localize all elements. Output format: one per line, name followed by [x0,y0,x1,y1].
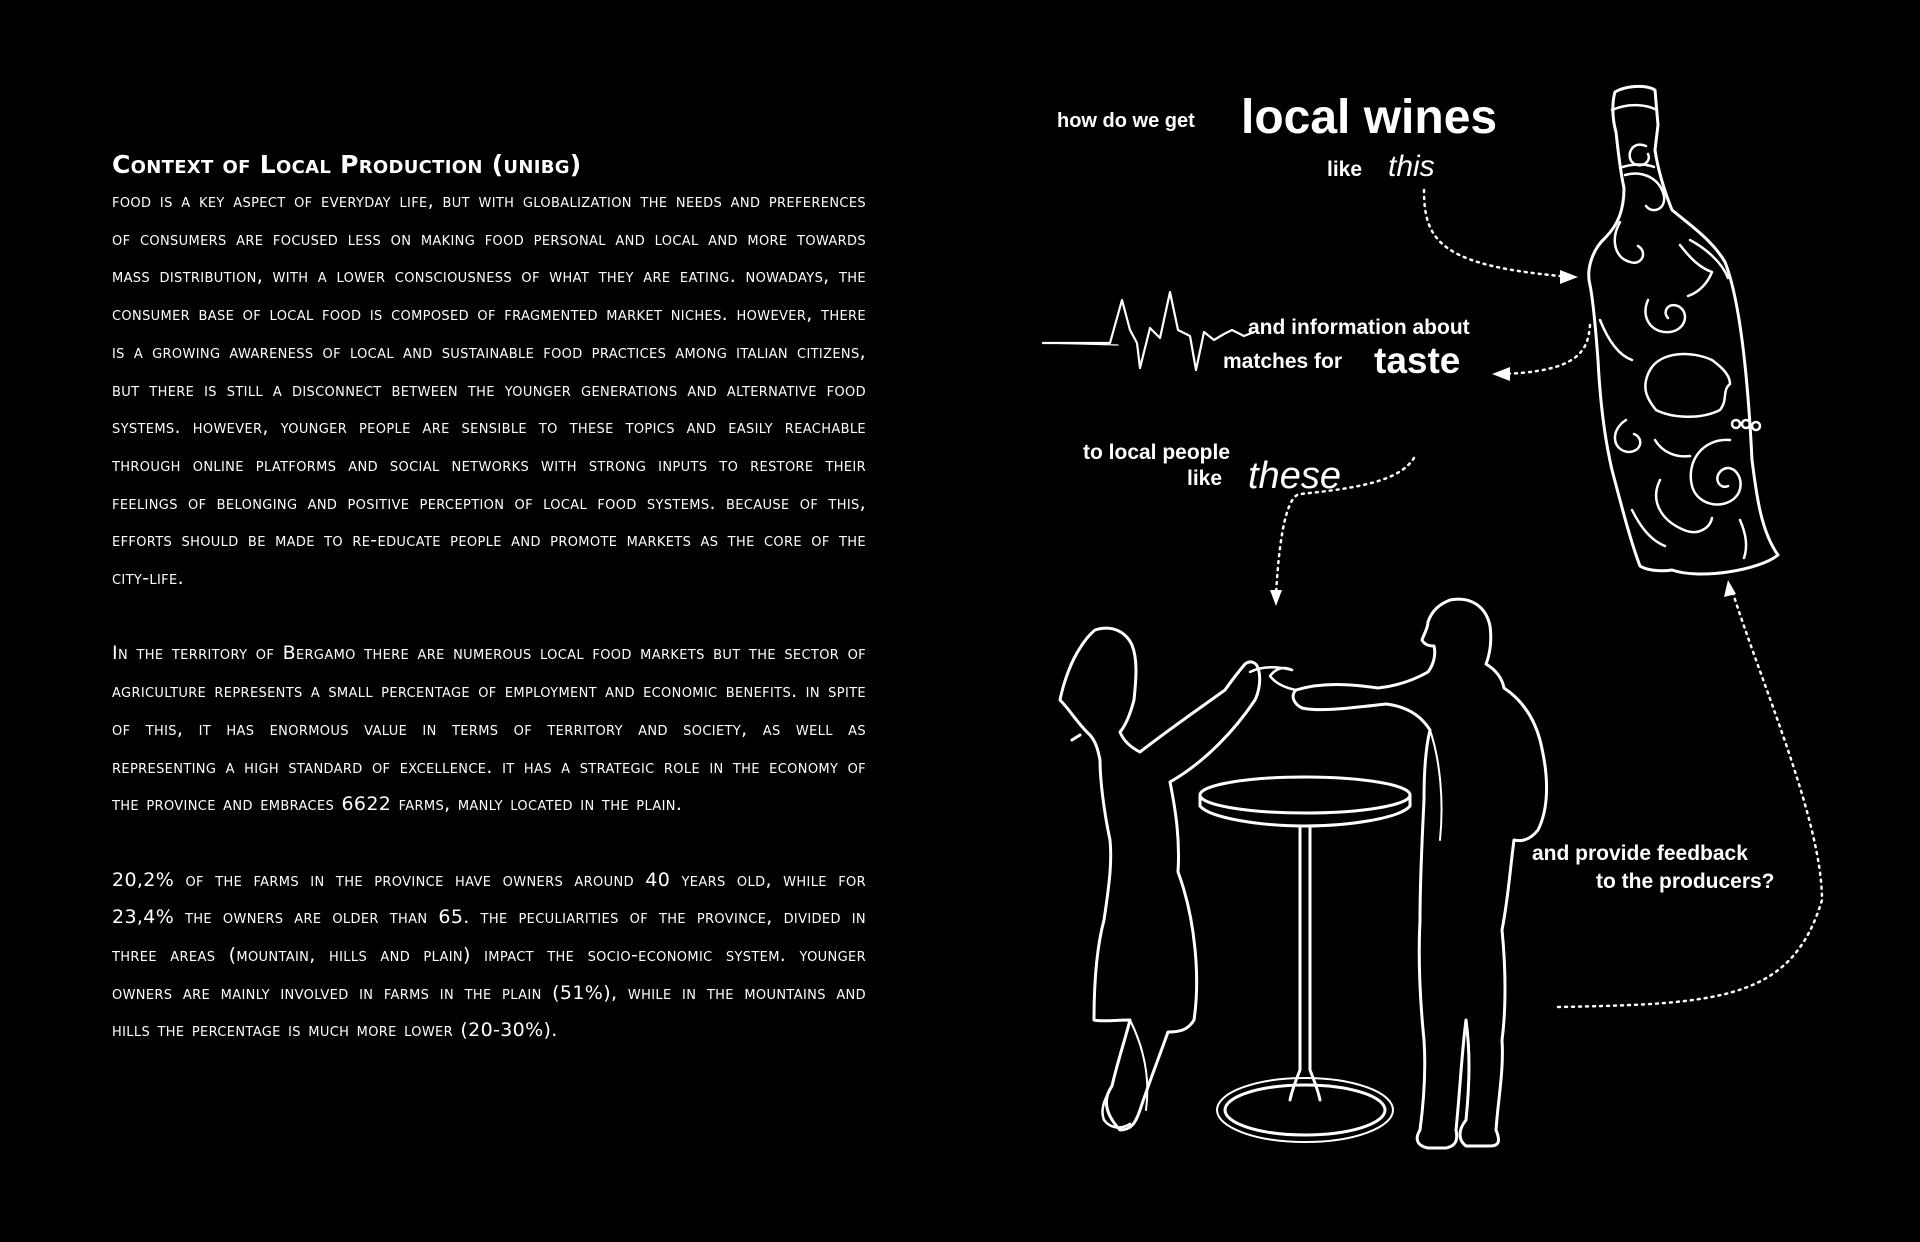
section-heading: Context of Local Production (unibg) [112,150,582,179]
paragraph-3: 20,2% of the farms in the province have owners around 40 years old, while for 23,4% the owners are older than 65. the peculiarities of the province, divided in three areas (mountain, hills and plain) impact the socio-economic system. younger owners are mainly involved in farms in the plain (51%), while in the mountains and hills the percentage is much more lower (20-30%). [112,868,866,1042]
arrow-feedback-to-bottle [1558,590,1822,1007]
label-and-provide-feedback: and provide feedback [1532,842,1748,865]
label-to-the-producers: to the producers? [1596,870,1775,893]
label-how-do-we-get: how do we get [1057,110,1195,132]
label-like-2: like [1187,467,1223,490]
arrow-bottle-to-taste [1500,325,1590,374]
label-like-1: like [1327,158,1363,181]
label-to-local-people: to local people [1083,441,1231,464]
paragraph-2: In the territory of Bergamo there are numerous local food markets but the sector of agriculture represents a small percentage of employment and economic benefits. in spite of this, it has enormous value in terms of territory and society, as well as representing a high standard of excellence. it has a strategic role in the economy of the province and embraces 6622 farms, manly located in the plain. [112,642,866,816]
label-taste: taste [1374,340,1461,381]
woman-silhouette-icon [1060,628,1260,1130]
label-matches-for: matches for [1223,350,1343,373]
label-and-information-about: and information about [1248,316,1470,339]
man-silhouette-icon [1250,599,1547,1148]
label-these: these [1248,455,1341,497]
paragraph-1: food is a key aspect of everyday life, but with globalization the needs and preferences of consumers are focused less on making food personal and local and more towards mass distribution, with a lower consciousness of what they are eating. nowadays, the consumer base of local food is composed of fragmented market niches. however, there is a growing awareness of local and sustainable food practices among italian citizens, but there is still a disconnect between the younger generations and alternative food systems. however, younger people are sensible to these topics and easily reachable through online platforms and social networks with strong inputs to restore their feelings of belonging and positive perception of local food systems. because of this, efforts should be made to re-educate people and promote markets as the core of the city-life. [112,190,866,590]
wine-bottle-icon [1589,86,1778,574]
label-this: this [1388,150,1435,183]
bar-table-icon [1200,777,1410,1142]
label-local-wines: local wines [1241,91,1498,144]
arrow-this-to-bottle [1424,190,1560,276]
